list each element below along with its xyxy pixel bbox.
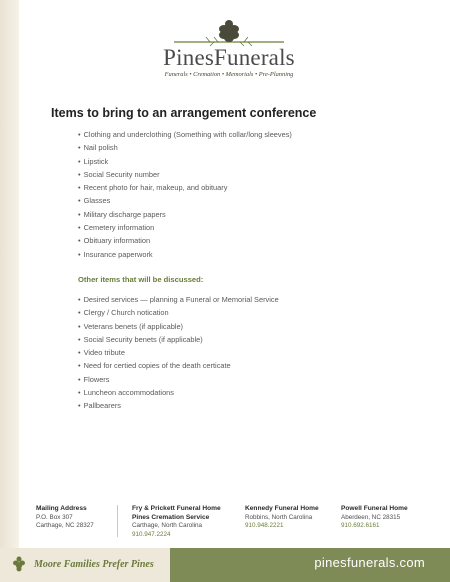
list-item: • Clergy / Church notication: [78, 306, 279, 319]
pines-funerals-logo: [148, 18, 310, 82]
footer-fry-prickett: [132, 505, 221, 539]
slogan: Moore Families Prefer Pines: [34, 559, 154, 570]
footer-phone: 910.947.2224: [132, 530, 171, 538]
list-item: • Need for certied copies of the death certicate: [78, 359, 279, 372]
list-item: • Social Security benets (if applicable): [78, 333, 279, 346]
items-to-bring-list: [78, 128, 292, 261]
list-item: • Desired services — planning a Funeral or Memorial Service: [78, 293, 279, 306]
footer-phone: 910.692.6161: [341, 522, 380, 530]
list-item: • Pallbearers: [78, 399, 279, 412]
footer-line: Carthage, NC 28327: [36, 522, 94, 530]
footer-divider: [117, 505, 118, 537]
list-item: • Lipstick: [78, 155, 292, 168]
list-item: • Flowers: [78, 373, 279, 386]
footer-kennedy: [245, 505, 319, 531]
list-item: • Veterans benets (if applicable): [78, 320, 279, 333]
list-item: • Nail polish: [78, 141, 292, 154]
list-item: • Video tribute: [78, 346, 279, 359]
pinecone-icon: [9, 556, 29, 574]
footer-powell: [341, 505, 408, 531]
list-item: • Clothing and underclothing (Something with collar/long sleeves): [78, 128, 292, 141]
website-link[interactable]: pinesfunerals.com: [314, 555, 425, 570]
footer-line: Carthage, North Carolina: [132, 522, 203, 530]
slogan-panel: [0, 548, 170, 582]
footer-title: Fry & Prickett Funeral Home: [132, 505, 221, 512]
footer-line: Aberdeen, NC 28315: [341, 513, 401, 521]
other-items-list: [78, 293, 279, 413]
list-item: • Insurance paperwork: [78, 248, 292, 261]
footer-title: Mailing Address: [36, 505, 87, 512]
brand-name: PinesFunerals: [163, 45, 295, 70]
footer-title: Kennedy Funeral Home: [245, 505, 319, 512]
list-item: • Luncheon accommodations: [78, 386, 279, 399]
bottom-bar: [0, 548, 450, 582]
list-item: • Military discharge papers: [78, 208, 292, 221]
footer-line: P.O. Box 307: [36, 513, 73, 521]
pinecone-icon: [148, 18, 310, 48]
list-item: • Obituary information: [78, 234, 292, 247]
footer-mailing-address: [36, 505, 94, 531]
decorative-side-strip: [0, 0, 19, 582]
list-item: • Glasses: [78, 194, 292, 207]
list-item: • Cemetery information: [78, 221, 292, 234]
brand-tagline: Funerals • Cremation • Memorials • Pre-Planning: [164, 71, 294, 78]
footer-line: Robbins, North Carolina: [245, 513, 313, 521]
website-panel: [170, 548, 450, 582]
page-title: Items to bring to an arrangement conference: [51, 106, 317, 120]
other-items-heading: Other items that will be discussed:: [78, 275, 204, 284]
list-item: • Recent photo for hair, makeup, and obituary: [78, 181, 292, 194]
footer-phone: 910.948.2221: [245, 522, 284, 530]
footer-title: Pines Cremation Service: [132, 513, 210, 521]
list-item: • Social Security number: [78, 168, 292, 181]
footer-title: Powell Funeral Home: [341, 505, 408, 512]
